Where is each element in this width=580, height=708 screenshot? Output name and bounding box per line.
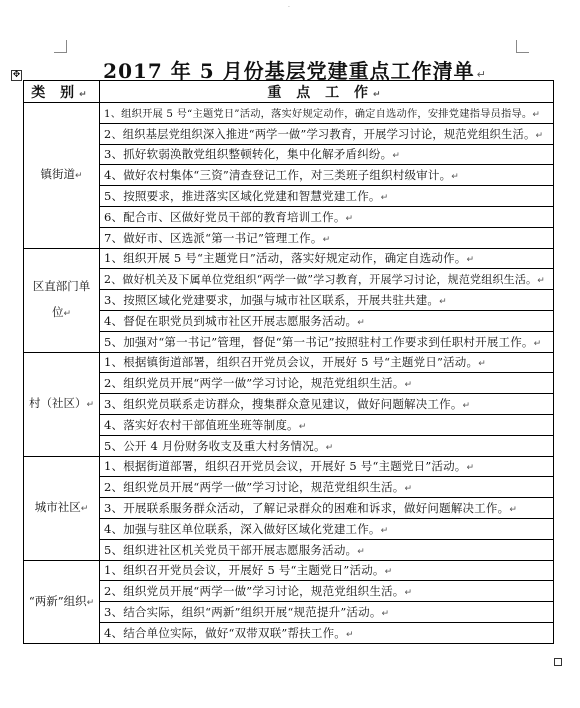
table-row — [24, 435, 554, 456]
table-row — [24, 373, 554, 394]
work-item-cell[interactable]: 3、按照区域化党建要求，加强与城市社区联系，开展共驻共建。↵ — [100, 290, 554, 311]
table-row — [24, 103, 554, 124]
margin-corner-top-left — [54, 40, 67, 53]
table-row — [24, 581, 554, 602]
work-item-cell[interactable]: 4、督促在职党员到城市社区开展志愿服务活动。↵ — [100, 310, 554, 331]
work-item-cell[interactable]: 1、组织开展 5 号“主题党日”活动，落实好规定动作，确定自选动作。↵ — [100, 248, 554, 269]
work-item-cell[interactable]: 2、组织党员开展“两学一做”学习讨论，规范党组织生活。↵ — [100, 581, 554, 602]
table-resize-handle[interactable] — [554, 658, 562, 666]
work-item-cell[interactable]: 3、开展联系服务群众活动，了解记录群众的困难和诉求，做好问题解决工作。↵ — [100, 498, 554, 519]
table-row — [24, 539, 554, 560]
document-title[interactable]: 2017 年 5 月份基层党建重点工作清单 ↵ — [103, 59, 487, 83]
work-item-cell[interactable]: 4、做好农村集体“三资”清查登记工作，对三类班子组织村级审计。↵ — [100, 165, 554, 186]
header-category[interactable]: 类 别↵ — [24, 81, 100, 103]
work-list-table — [23, 80, 554, 644]
table-row — [24, 248, 554, 269]
work-item-cell[interactable]: 1、组织开展 5 号“主题党日”活动，落实好规定动作，确定自选动作，安排党建指导员指导。↵ — [100, 103, 554, 124]
category-cell[interactable]: 村（社区）↵ — [24, 352, 100, 456]
work-item-cell[interactable]: 1、根据镇街道部署，组织召开党员会议，开展好 5 号“主题党日”活动。↵ — [100, 352, 554, 373]
table-row — [24, 477, 554, 498]
work-item-cell[interactable]: 4、落实好农村干部值班坐班等制度。↵ — [100, 414, 554, 435]
work-item-cell[interactable]: 3、结合实际，组织“两新”组织开展“规范提升”活动。↵ — [100, 602, 554, 623]
table-row — [24, 352, 554, 373]
work-item-cell[interactable]: 2、做好机关及下属单位党组织“两学一做”学习教育，开展学习讨论，规范党组织生活。↵ — [100, 269, 554, 290]
work-item-cell[interactable]: 6、配合市、区做好党员干部的教育培训工作。↵ — [100, 206, 554, 227]
table-row — [24, 456, 554, 477]
table-row — [24, 331, 554, 352]
table-row — [24, 269, 554, 290]
work-item-cell[interactable]: 1、组织召开党员会议，开展好 5 号“主题党日”活动。↵ — [100, 560, 554, 581]
work-item-cell[interactable]: 4、结合单位实际，做好“双带双联”帮扶工作。↵ — [100, 622, 554, 643]
category-cell[interactable]: “两新”组织↵ — [24, 560, 100, 643]
table-row — [24, 560, 554, 581]
table-row — [24, 310, 554, 331]
work-item-cell[interactable]: 2、组织党员开展“两学一做”学习讨论，规范党组织生活。↵ — [100, 477, 554, 498]
work-item-cell[interactable]: 3、抓好软弱涣散党组织整顿转化，集中化解矛盾纠纷。↵ — [100, 144, 554, 165]
work-item-cell[interactable]: 5、按照要求，推进落实区域化党建和智慧党建工作。↵ — [100, 186, 554, 207]
work-item-cell[interactable]: 7、做好市、区选派“第一书记”管理工作。↵ — [100, 227, 554, 248]
work-item-cell[interactable]: 3、组织党员联系走访群众，搜集群众意见建议，做好问题解决工作。↵ — [100, 394, 554, 415]
category-cell[interactable]: 城市社区↵ — [24, 456, 100, 560]
table-row — [24, 206, 554, 227]
table-row — [24, 394, 554, 415]
category-cell[interactable]: 镇街道↵ — [24, 103, 100, 249]
table-row — [24, 227, 554, 248]
work-item-cell[interactable]: 1、根据街道部署，组织召开党员会议，开展好 5 号“主题党日”活动。↵ — [100, 456, 554, 477]
table-row — [24, 165, 554, 186]
table-row — [24, 186, 554, 207]
margin-corner-top-right — [516, 40, 529, 53]
page-top-dot: · — [288, 4, 290, 11]
work-item-cell[interactable]: 2、组织党员开展“两学一做”学习讨论，规范党组织生活。↵ — [100, 373, 554, 394]
table-row — [24, 518, 554, 539]
header-key-work[interactable]: 重 点 工 作↵ — [100, 81, 554, 103]
table-row — [24, 622, 554, 643]
table-row — [24, 290, 554, 311]
work-item-cell[interactable]: 5、加强对“第一书记”管理，督促“第一书记”按照驻村工作要求到任职村开展工作。↵ — [100, 331, 554, 352]
category-cell[interactable]: 区直部门单位↵ — [24, 248, 100, 352]
table-row — [24, 123, 554, 144]
work-item-cell[interactable]: 5、组织进社区机关党员干部开展志愿服务活动。↵ — [100, 539, 554, 560]
table-row — [24, 498, 554, 519]
table-header-row — [24, 81, 554, 103]
paragraph-mark: ↵ — [476, 68, 487, 81]
table-move-handle-icon[interactable]: ✥ — [12, 70, 21, 80]
work-item-cell[interactable]: 4、加强与驻区单位联系，深入做好区域化党建工作。↵ — [100, 518, 554, 539]
work-item-cell[interactable]: 5、公开 4 月份财务收支及重大村务情况。↵ — [100, 435, 554, 456]
work-item-cell[interactable]: 2、组织基层党组织深入推进“两学一做”学习教育，开展学习讨论，规范党组织生活。↵ — [100, 123, 554, 144]
table-row — [24, 144, 554, 165]
table-row — [24, 414, 554, 435]
table-row — [24, 602, 554, 623]
table-body — [24, 103, 554, 644]
